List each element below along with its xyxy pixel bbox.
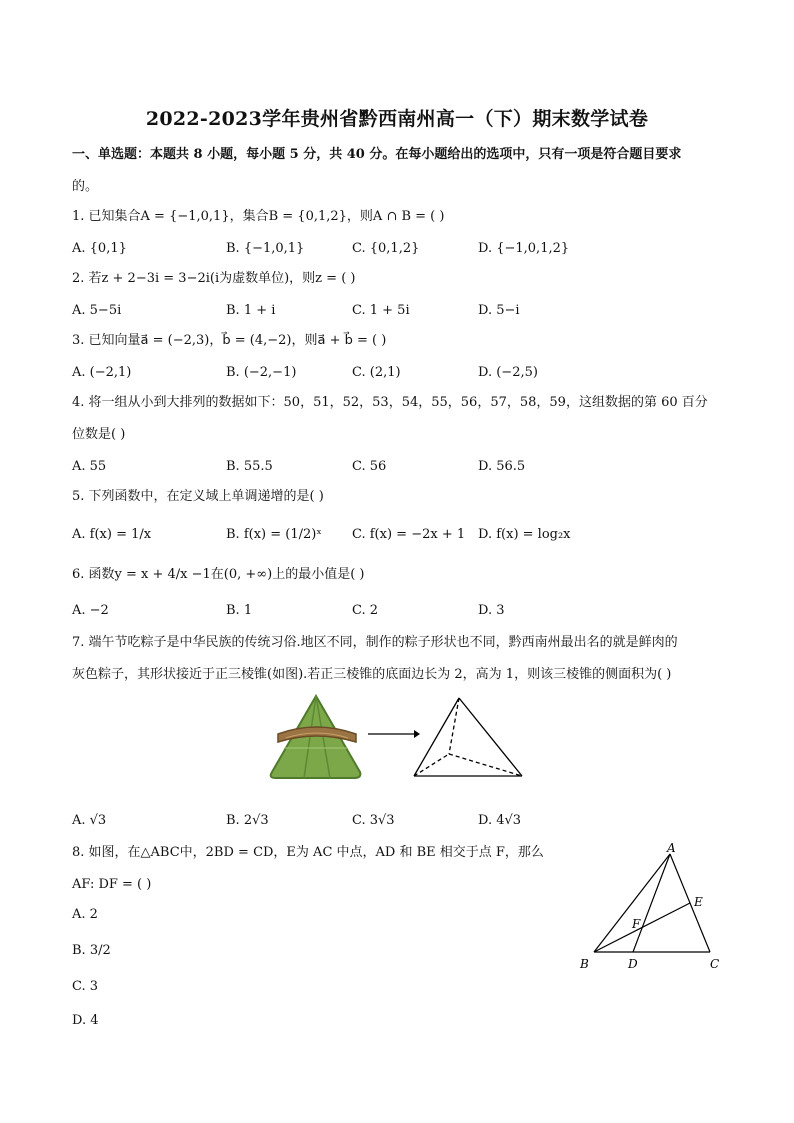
question-8-option-b: B. 3/2 <box>72 943 111 958</box>
question-1-option-d: D. {−1,0,1,2} <box>478 241 570 256</box>
question-6-option-a: A. −2 <box>72 603 109 618</box>
zongzi-image <box>271 696 361 778</box>
question-5-stem: 5. 下列函数中，在定义域上单调递增的是( ) <box>72 489 324 504</box>
question-8-option-a: A. 2 <box>72 907 98 922</box>
question-4-stem: 4. 将一组从小到大排列的数据如下：50，51，52，53，54，55，56，57，58，59，这组数据的第 60 百分 <box>72 395 708 410</box>
question-2-option-a: A. 5−5i <box>72 303 122 318</box>
question-5-option-b: B. f(x) = (1/2)ˣ <box>226 527 322 542</box>
question-4-option-a: A. 55 <box>72 459 107 474</box>
question-1-option-a: A. {0,1} <box>72 241 127 256</box>
question-1-stem: 1. 已知集合A = {−1,0,1}，集合B = {0,1,2}，则A ∩ B = ( ) <box>72 209 445 224</box>
label-b: B <box>580 957 589 971</box>
question-4-option-c: C. 56 <box>352 459 387 474</box>
question-7-option-b: B. 2√3 <box>226 813 269 828</box>
question-7-stem-cont: 灰色粽子，其形状接近于正三棱锥(如图).若正三棱锥的底面边长为 2，高为 1，则该三棱锥的侧面积为( ) <box>72 667 672 682</box>
question-2-option-b: B. 1 + i <box>226 303 276 318</box>
question-6-option-c: C. 2 <box>352 603 379 618</box>
question-6-option-b: B. 1 <box>226 603 253 618</box>
triangle-abc-figure <box>572 842 732 974</box>
question-3-stem: 3. 已知向量a⃗ = (−2,3)，b⃗ = (4,−2)，则a⃗ + b⃗ = ( ) <box>72 333 387 348</box>
question-6-option-d: D. 3 <box>478 603 505 618</box>
arrow-icon <box>368 730 420 738</box>
section-heading-cont: 的。 <box>72 179 99 194</box>
label-a: A <box>667 842 676 855</box>
label-f: F <box>632 917 641 931</box>
question-8-option-d: D. 4 <box>72 1013 99 1028</box>
question-3-option-c: C. (2,1) <box>352 365 401 380</box>
question-2-option-c: C. 1 + 5i <box>352 303 410 318</box>
question-8-option-c: C. 3 <box>72 979 99 994</box>
question-1-option-b: B. {−1,0,1} <box>226 241 305 256</box>
question-5-option-c: C. f(x) = −2x + 1 <box>352 527 466 542</box>
question-4-option-d: D. 56.5 <box>478 459 526 474</box>
question-2-option-d: D. 5−i <box>478 303 520 318</box>
question-5-option-d: D. f(x) = log₂x <box>478 527 571 542</box>
question-2-stem: 2. 若z + 2−3i = 3−2i(i为虚数单位)，则z = ( ) <box>72 271 356 286</box>
zongzi-pyramid-figure <box>264 690 534 790</box>
question-4-option-b: B. 55.5 <box>226 459 273 474</box>
question-4-stem-cont: 位数是( ) <box>72 427 126 442</box>
question-1-option-c: C. {0,1,2} <box>352 241 420 256</box>
pyramid-diagram <box>414 698 522 776</box>
question-7-stem: 7. 端午节吃粽子是中华民族的传统习俗.地区不同，制作的粽子形状也不同，黔西南州最出名的就是鲜肉的 <box>72 635 678 650</box>
question-7-option-a: A. √3 <box>72 813 107 828</box>
question-5-option-a: A. f(x) = 1/x <box>72 527 152 542</box>
question-6-stem: 6. 函数y = x + 4/x −1在(0, +∞)上的最小值是( ) <box>72 567 365 582</box>
label-e: E <box>694 895 703 909</box>
question-8-stem-cont: AF: DF = ( ) <box>72 877 152 892</box>
question-3-option-d: D. (−2,5) <box>478 365 538 380</box>
question-8-stem: 8. 如图，在△ABC中，2BD = CD，E为 AC 中点，AD 和 BE 相交于点 F，那么 <box>72 845 544 860</box>
label-c: C <box>710 957 720 971</box>
label-d: D <box>628 957 638 971</box>
question-7-option-d: D. 4√3 <box>478 813 522 828</box>
question-7-option-c: C. 3√3 <box>352 813 395 828</box>
page-title: 2022-2023学年贵州省黔西南州高一（下）期末数学试卷 <box>145 108 649 130</box>
question-3-option-b: B. (−2,−1) <box>226 365 297 380</box>
question-3-option-a: A. (−2,1) <box>72 365 132 380</box>
section-heading: 一、单选题：本题共 8 小题，每小题 5 分，共 40 分。在每小题给出的选项中，只有一项是符合题目要求 <box>72 147 682 162</box>
